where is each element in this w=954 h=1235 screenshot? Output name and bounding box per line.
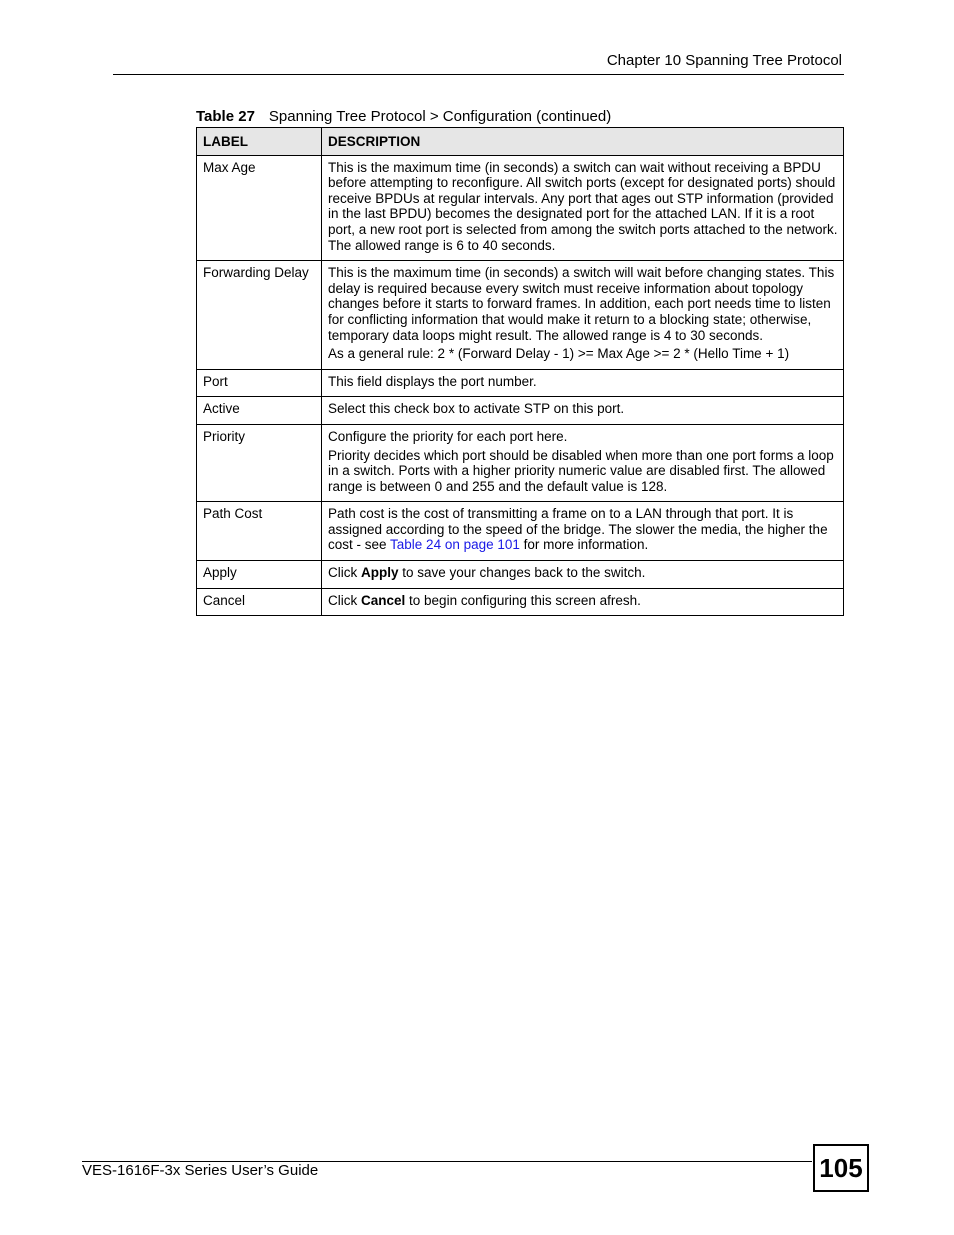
chapter-header: Chapter 10 Spanning Tree Protocol bbox=[606, 52, 842, 69]
description-text: This field displays the port number. bbox=[328, 373, 537, 389]
description-text-post: for more information. bbox=[519, 537, 649, 553]
row-label: Priority bbox=[197, 424, 322, 501]
row-label: Apply bbox=[197, 561, 322, 589]
description-text-pre: Click bbox=[328, 565, 361, 581]
table-header-row bbox=[197, 128, 844, 156]
description-text: This is the maximum time (in seconds) a switch will wait before changing states. This delay is required because every switch must receive information about topology changes before it starts to forward frames. In addition, each port needs time to listen for conflicting information that would make it return to a blocking state; otherwise, temporary data loops might result. The allowed range is 4 to 30 seconds. bbox=[328, 265, 835, 343]
row-description bbox=[322, 424, 844, 501]
table-row bbox=[197, 424, 844, 501]
cancel-keyword: Cancel bbox=[361, 592, 406, 608]
description-text: Select this check box to activate STP on this port. bbox=[328, 401, 625, 417]
description-text-post: to begin configuring this screen afresh. bbox=[405, 592, 641, 608]
description-text-pre: Click bbox=[328, 592, 361, 608]
description-text bbox=[328, 593, 838, 609]
page-number: 105 bbox=[813, 1144, 869, 1192]
row-label: Max Age bbox=[197, 155, 322, 261]
table-number: Table 27 bbox=[196, 108, 255, 125]
table-row bbox=[197, 397, 844, 425]
row-label: Port bbox=[197, 369, 322, 397]
description-text: This is the maximum time (in seconds) a switch can wait without receiving a BPDU before attempting to reconfigure. All switch ports (except for designated ports) should receive BPDUs at regular intervals. Any port that ages out STP information (provided in the last BPDU) becomes the designated port for the attached LAN. If it is a root port, a new root port is selected from among the switch ports attached to the network. The allowed range is 6 to 40 seconds. bbox=[328, 159, 838, 253]
table-row bbox=[197, 502, 844, 561]
row-description bbox=[322, 561, 844, 589]
guide-title: VES-1616F-3x Series User’s Guide bbox=[82, 1162, 319, 1179]
table-24-link[interactable]: Table 24 on page 101 bbox=[390, 537, 520, 553]
table-row bbox=[197, 588, 844, 616]
row-description bbox=[322, 588, 844, 616]
description-text bbox=[328, 565, 838, 581]
table-caption bbox=[196, 108, 611, 125]
apply-keyword: Apply bbox=[361, 565, 399, 581]
description-text bbox=[328, 506, 838, 553]
row-label: Forwarding Delay bbox=[197, 261, 322, 370]
table-row bbox=[197, 561, 844, 589]
table-row bbox=[197, 261, 844, 370]
description-column-header: DESCRIPTION bbox=[322, 128, 844, 156]
row-description bbox=[322, 502, 844, 561]
table-row bbox=[197, 155, 844, 261]
table-title: Spanning Tree Protocol > Configuration (continued) bbox=[268, 108, 612, 125]
row-label: Path Cost bbox=[197, 502, 322, 561]
description-text-post: to save your changes back to the switch. bbox=[398, 565, 646, 581]
row-label: Active bbox=[197, 397, 322, 425]
row-description bbox=[322, 155, 844, 261]
row-label: Cancel bbox=[197, 588, 322, 616]
description-text: Priority decides which port should be disabled when more than one port forms a loop in a switch. Ports with a higher priority numeric value are disabled first. The allowed range is between 0 and 255 and the default value is 128. bbox=[328, 447, 834, 494]
description-text-pre: Path cost is the cost of transmitting a frame on to a LAN through that port. It is assigned according to the speed of the bridge. The slower the media, the higher the cost - see bbox=[328, 506, 828, 553]
description-text: As a general rule: 2 * (Forward Delay - 1) >= Max Age >= 2 * (Hello Time + 1) bbox=[328, 346, 790, 362]
header-rule bbox=[113, 74, 844, 75]
description-text: Configure the priority for each port here. bbox=[328, 428, 568, 444]
row-description bbox=[322, 261, 844, 370]
configuration-table bbox=[196, 127, 844, 616]
table-row bbox=[197, 369, 844, 397]
row-description bbox=[322, 369, 844, 397]
label-column-header: LABEL bbox=[197, 128, 322, 156]
row-description bbox=[322, 397, 844, 425]
